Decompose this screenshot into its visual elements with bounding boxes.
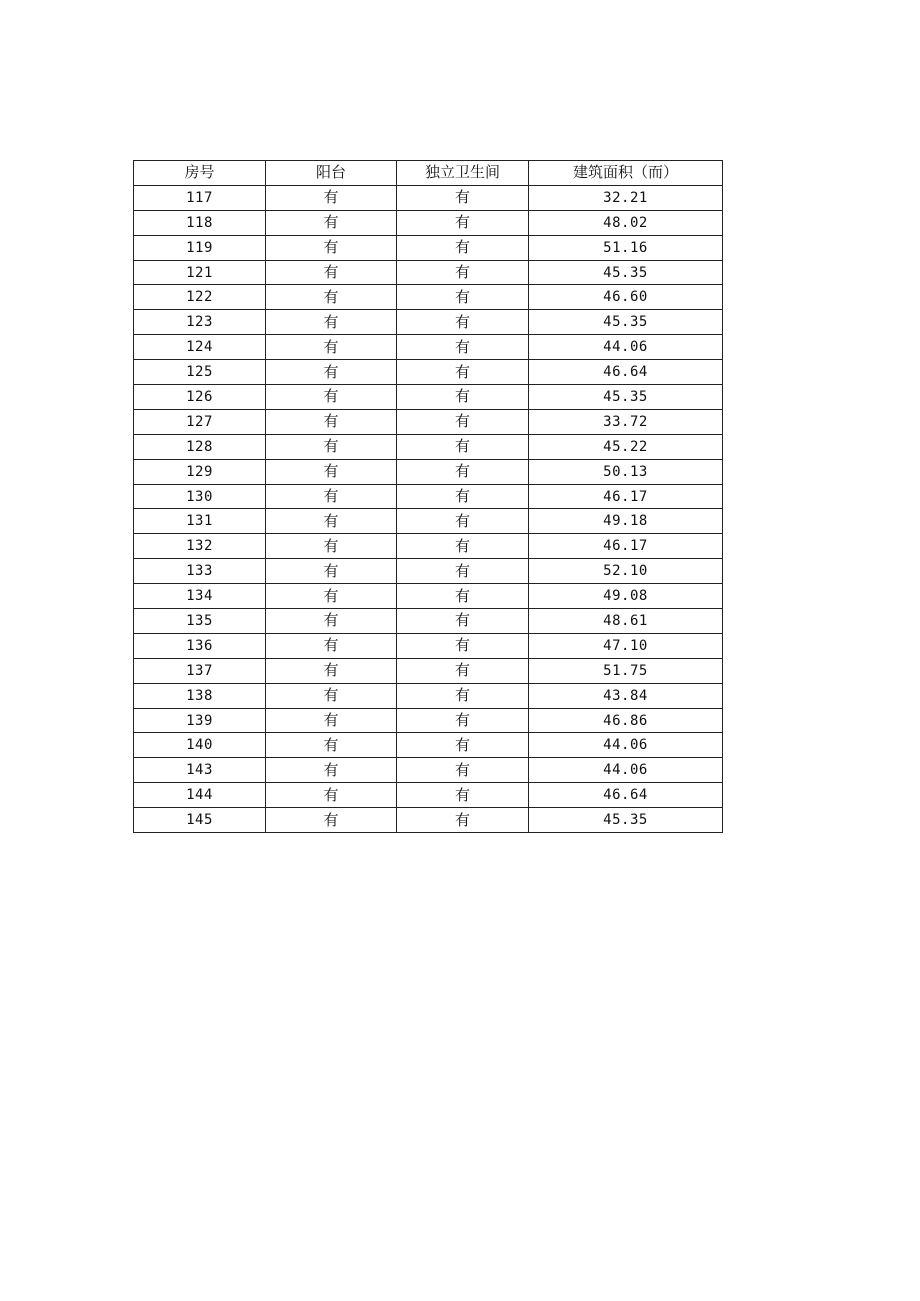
cell-floor-area: 50.13 [529,459,723,484]
cell-floor-area: 46.60 [529,285,723,310]
cell-floor-area: 46.64 [529,783,723,808]
cell-floor-area: 45.35 [529,385,723,410]
cell-balcony: 有 [266,559,397,584]
cell-floor-area: 51.16 [529,235,723,260]
cell-floor-area: 52.10 [529,559,723,584]
cell-private-bathroom: 有 [397,310,529,335]
table-row [134,633,723,658]
cell-room-number: 139 [134,708,266,733]
cell-balcony: 有 [266,459,397,484]
cell-room-number: 126 [134,385,266,410]
cell-private-bathroom: 有 [397,434,529,459]
table-row [134,758,723,783]
cell-floor-area: 45.35 [529,310,723,335]
cell-private-bathroom: 有 [397,683,529,708]
cell-floor-area: 48.02 [529,210,723,235]
cell-private-bathroom: 有 [397,808,529,833]
cell-room-number: 117 [134,185,266,210]
cell-floor-area: 45.35 [529,808,723,833]
cell-room-number: 124 [134,335,266,360]
cell-balcony: 有 [266,385,397,410]
cell-balcony: 有 [266,708,397,733]
cell-room-number: 140 [134,733,266,758]
table-row [134,210,723,235]
cell-private-bathroom: 有 [397,708,529,733]
cell-room-number: 118 [134,210,266,235]
cell-floor-area: 43.84 [529,683,723,708]
table-row [134,683,723,708]
cell-room-number: 131 [134,509,266,534]
document-page [133,160,723,833]
cell-floor-area: 46.17 [529,534,723,559]
table-row [134,484,723,509]
cell-private-bathroom: 有 [397,335,529,360]
cell-balcony: 有 [266,434,397,459]
cell-floor-area: 47.10 [529,633,723,658]
cell-balcony: 有 [266,235,397,260]
cell-room-number: 138 [134,683,266,708]
cell-balcony: 有 [266,285,397,310]
cell-private-bathroom: 有 [397,385,529,410]
table-row [134,708,723,733]
header-balcony: 阳台 [266,161,397,186]
cell-room-number: 136 [134,633,266,658]
table-body [134,185,723,832]
cell-floor-area: 46.86 [529,708,723,733]
cell-room-number: 127 [134,409,266,434]
cell-private-bathroom: 有 [397,285,529,310]
table-row [134,609,723,634]
cell-balcony: 有 [266,584,397,609]
cell-private-bathroom: 有 [397,584,529,609]
cell-private-bathroom: 有 [397,360,529,385]
table-row [134,185,723,210]
cell-room-number: 145 [134,808,266,833]
table-row [134,385,723,410]
cell-floor-area: 46.64 [529,360,723,385]
cell-private-bathroom: 有 [397,534,529,559]
cell-private-bathroom: 有 [397,783,529,808]
cell-room-number: 122 [134,285,266,310]
table-row [134,534,723,559]
cell-private-bathroom: 有 [397,185,529,210]
cell-balcony: 有 [266,609,397,634]
cell-room-number: 121 [134,260,266,285]
cell-room-number: 144 [134,783,266,808]
cell-balcony: 有 [266,409,397,434]
cell-private-bathroom: 有 [397,235,529,260]
cell-floor-area: 51.75 [529,658,723,683]
cell-room-number: 125 [134,360,266,385]
table-row [134,808,723,833]
cell-balcony: 有 [266,683,397,708]
table-row [134,783,723,808]
header-room-number: 房号 [134,161,266,186]
cell-private-bathroom: 有 [397,484,529,509]
table-row [134,459,723,484]
table-row [134,658,723,683]
table-row [134,584,723,609]
cell-floor-area: 48.61 [529,609,723,634]
table-row [134,285,723,310]
cell-room-number: 137 [134,658,266,683]
cell-private-bathroom: 有 [397,210,529,235]
header-floor-area: 建筑面积（而） [529,161,723,186]
cell-room-number: 129 [134,459,266,484]
cell-floor-area: 49.18 [529,509,723,534]
cell-room-number: 133 [134,559,266,584]
header-private-bathroom: 独立卫生间 [397,161,529,186]
cell-floor-area: 32.21 [529,185,723,210]
cell-room-number: 130 [134,484,266,509]
cell-balcony: 有 [266,185,397,210]
cell-room-number: 123 [134,310,266,335]
cell-balcony: 有 [266,210,397,235]
table-row [134,409,723,434]
cell-balcony: 有 [266,310,397,335]
cell-floor-area: 44.06 [529,733,723,758]
cell-balcony: 有 [266,509,397,534]
cell-floor-area: 49.08 [529,584,723,609]
cell-balcony: 有 [266,733,397,758]
cell-balcony: 有 [266,658,397,683]
cell-private-bathroom: 有 [397,758,529,783]
cell-private-bathroom: 有 [397,658,529,683]
cell-floor-area: 45.35 [529,260,723,285]
table-row [134,559,723,584]
cell-room-number: 132 [134,534,266,559]
cell-private-bathroom: 有 [397,260,529,285]
table-row [134,310,723,335]
cell-room-number: 128 [134,434,266,459]
table-row [134,360,723,385]
cell-private-bathroom: 有 [397,633,529,658]
table-row [134,733,723,758]
cell-floor-area: 46.17 [529,484,723,509]
cell-balcony: 有 [266,360,397,385]
cell-room-number: 143 [134,758,266,783]
cell-room-number: 119 [134,235,266,260]
cell-balcony: 有 [266,633,397,658]
cell-private-bathroom: 有 [397,409,529,434]
cell-room-number: 135 [134,609,266,634]
cell-room-number: 134 [134,584,266,609]
cell-balcony: 有 [266,783,397,808]
cell-balcony: 有 [266,534,397,559]
cell-private-bathroom: 有 [397,609,529,634]
table-row [134,335,723,360]
cell-balcony: 有 [266,484,397,509]
cell-floor-area: 33.72 [529,409,723,434]
cell-balcony: 有 [266,758,397,783]
cell-floor-area: 44.06 [529,335,723,360]
table-row [134,434,723,459]
table-row [134,260,723,285]
cell-private-bathroom: 有 [397,509,529,534]
cell-private-bathroom: 有 [397,459,529,484]
cell-balcony: 有 [266,335,397,360]
cell-private-bathroom: 有 [397,733,529,758]
cell-balcony: 有 [266,808,397,833]
table-row [134,235,723,260]
cell-balcony: 有 [266,260,397,285]
cell-private-bathroom: 有 [397,559,529,584]
table-header-row [134,161,723,186]
cell-floor-area: 44.06 [529,758,723,783]
room-table [133,160,723,833]
cell-floor-area: 45.22 [529,434,723,459]
table-row [134,509,723,534]
